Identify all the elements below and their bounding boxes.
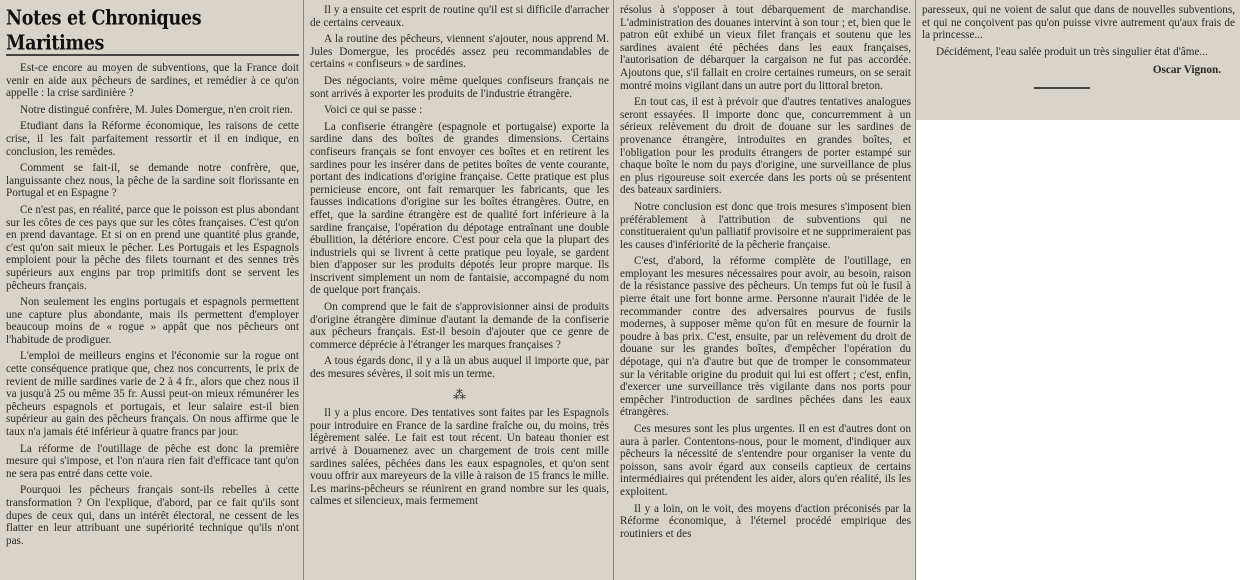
paragraph: En tout cas, il est à prévoir que d'autres tentatives analogues seront essayées. Il importe donc que, concurremment à un sérieux relèvement du droit de douane sur les sardines de provenance étrangère, introduites en grandes boîtes, et l'obligation pour les produits étrangers de porter estampé sur chaque boîte le nom du pays d'origine, une surveillance de plus en plus rigoureuse soit exercée dans les ports où se présentent des bateaux sardiniers. xyxy=(620,96,911,197)
paragraph: paresseux, qui ne voient de salut que dans de nouvelles subventions, et qui ne conçoivent pas qu'on puisse vivre autrement qu'aux frais de la princesse... xyxy=(922,4,1235,42)
paragraph: Notre distingué confrère, M. Jules Domergue, n'en croit rien. xyxy=(20,103,293,116)
paragraph: Pourquoi les pêcheurs français sont-ils rebelles à cette transformation ? On l'explique, d'abord, par ce fait qu'ils sont dupes de ceux qui, dans un intérêt électoral, ne cessent de les flatter en leur attribuant une supériorité technique qu'ils n'ont pas. xyxy=(6,484,299,547)
paragraph: Il y a plus encore. Des tentatives sont faites par les Espagnols pour introduire en France de la sardine fraîche ou, du moins, très légèrement salée. Le fait est tout récent. Un bateau thonier est arrivé à Douarnenez avec un chargement de trois cent mille sardines salées, pêchées dans les eaux espagnoles, et qu'on sent vouu offrir aux mareyeurs de la ville à raison de 15 francs le mille. Les marins-pêcheurs se réunirent en grand nombre sur les quais, calmes et silencieux, mais fermement xyxy=(310,407,609,508)
column-2 xyxy=(304,0,614,580)
paragraph: Il y a ensuite cet esprit de routine qu'il est si difficile d'arracher de certains cerveaux. xyxy=(310,4,609,29)
paragraph: Ces mesures sont les plus urgentes. Il en est d'autres dont on aura à parler. Contentons-nous, pour le moment, d'indiquer aux pêcheurs la nécessité de s'entendre pour organiser la vente du poisson, sans avoir égard aux conseils captieux de certains intermédiaires qui prétendent les aider, alors qu'en réalité, ils les exploitent. xyxy=(620,423,911,498)
end-rule xyxy=(1034,87,1090,89)
column-3 xyxy=(614,0,916,580)
paragraph: Voici ce qui se passe : xyxy=(324,104,423,117)
column-1 xyxy=(0,0,304,580)
paragraph: Des négociants, voire même quelques confiseurs français ne sont arrivés à exporter les produits de l'industrie étrangère. xyxy=(310,74,609,100)
paragraph: Décidément, l'eau salée produit un très singulier état d'âme... xyxy=(936,45,1208,58)
section-separator: ⁂ xyxy=(453,386,466,402)
author-signature: Oscar Vignon. xyxy=(1152,64,1221,77)
paragraph: C'est, d'abord, la réforme complète de l'outillage, en employant les mesures nécessaires pour avoir, au besoin, raison de la résistance passive des pêcheurs. Un temps fut où le fusil à pierre était une fort bonne arme. Personne n'aurait l'idée de le recommander contre des adversaires pourvus de fusils modernes, à supposer même qu'on fût en mesure de fournir la poudre à bas prix. C'est, ensuite, par un relèvement du droit de douane sur les grandes boîtes, d'empêcher l'opération du dépotage, qui n'a d'autre but que de tromper le consommateur sur la véritable origine du produit qui lui est offert ; c'est, enfin, d'exercer une surveillance très vigilante dans nos ports pour empêcher l'introduction de sardines pêchées dans les eaux étrangères. xyxy=(620,255,911,419)
paragraph: Notre conclusion est donc que trois mesures s'imposent bien préférablement à l'attribution de subventions qui ne constitueraient qu'un palliatif provisoire et ne supprimeraient pas les causes d'infériorité de la pêcherie française. xyxy=(620,200,911,251)
paragraph: Non seulement les engins portugais et espagnols permettent une capture plus abondante, mais ils permettent d'employer beaucoup moins de « rogue » appât que nos pêcheurs ont l'habitude de prodiguer. xyxy=(6,296,299,346)
paragraph: La confiserie étrangère (espagnole et portugaise) exporte la sardine dans des boîtes de grandes dimensions. Certains confiseurs français se font envoyer ces boîtes et en retirent les sardines pour les insérer dans de petites boîtes de vente courante, portant des indications d'origine française. Cette pratique est plus pernicieuse encore, ont fait remarquer les fabricants, que les fausses indications d'origine sur les boîtes étrangères. Outre, en effet, que la sardine étrangère est de qualité fort inférieure à la sardine française, l'opération du dépotage entraînant une double ébullition, la détériore encore. C'est pour cela que la plupart des industriels qui se livrent à cette pratique peu loyale, se gardent bien d'apposer sur les produits dépotés leur propre marque. Ils inscrivent simplement un nom de fantaisie, accompagné du nom de quelque port français. xyxy=(310,120,609,297)
paragraph: Est-ce encore au moyen de subventions, que la France doit venir en aide aux pêcheurs de sardines, et remédier à ce qu'on appelle : la crise sardinière ? xyxy=(6,62,299,100)
paragraph: A la routine des pêcheurs, viennent s'ajouter, nous apprend M. Jules Domergue, les procédés assez peu recommandables de certains « confiseurs » de sardines. xyxy=(310,33,609,71)
paragraph: La réforme de l'outillage de pêche est donc la première mesure qui s'impose, et l'on n'aura rien fait d'efficace tant qu'on ne sera pas entré dans cette voie. xyxy=(6,442,299,480)
paragraph: Comment se fait-il, se demande notre confrère, que, languissante chez nous, la pêche de la sardine soit florissante en Portugal et en Espagne ? xyxy=(6,162,299,200)
column-4 xyxy=(916,0,1240,120)
article-title: Notes et Chroniques Maritimes xyxy=(6,7,202,56)
paragraph: On comprend que le fait de s'approvisionner ainsi de produits d'origine étrangère diminue d'autant la demande de la confiserie aux pêcheurs français. Est-il besoin d'ajouter que ce genre de commerce déprécie à l'étranger les marques françaises ? xyxy=(310,301,609,351)
paragraph: Il y a loin, on le voit, des moyens d'action préconisés par la Réforme économique, à l'éternel procédé empirique des routiniers et des xyxy=(620,502,911,540)
paragraph: Etudiant dans la Réforme économique, les raisons de cette crise, il les fait parfaitement ressortir et il en indique, en conclusion, les remèdes. xyxy=(6,120,299,158)
paragraph: résolus à s'opposer à tout débarquement de marchandise. L'administration des douanes intervint à son tour ; et, bien que le patron eût exhibé un vieux filet français et soutenu que les sardines avaient été pêchées dans les eaux françaises, l'autorisation de débarquer la cargaison ne fut pas accordée. Ajoutons que, s'il fallait en croire certaines rumeurs, on se serait montré moins vigilant dans un autre port du littoral breton. xyxy=(620,4,911,92)
paragraph: A tous égards donc, il y a là un abus auquel il importe que, par des mesures sévères, il soit mis un terme. xyxy=(310,355,609,381)
paragraph: L'emploi de meilleurs engins et l'économie sur la rogue ont cette conséquence pratique que, chez nos concurrents, le prix de revient de mille sardines varie de 2 à 4 fr., alors que chez nous il va jusqu'à 25 ou même 35 fr. Aussi peut-on mieux rémunérer les pêcheurs espagnols et portugais, et leur salaire est-il bien supérieur au gain des pêcheurs français. On nous affirme que le taux n'a jamais été inférieur à quatre francs par jour. xyxy=(6,350,299,439)
paragraph: Ce n'est pas, en réalité, parce que le poisson est plus abondant sur les côtes de ces pays que sur les côtes françaises. C'est qu'on en prend davantage. Et si on en prend une quantité plus grande, c'est qu'on sait mieux le pêcher. Les Portugais et les Espagnols emploient pour la pêche des filets tournant et des sennes très supérieurs aux engins par trop primitifs dont se servent les pêcheurs français. xyxy=(6,203,299,292)
